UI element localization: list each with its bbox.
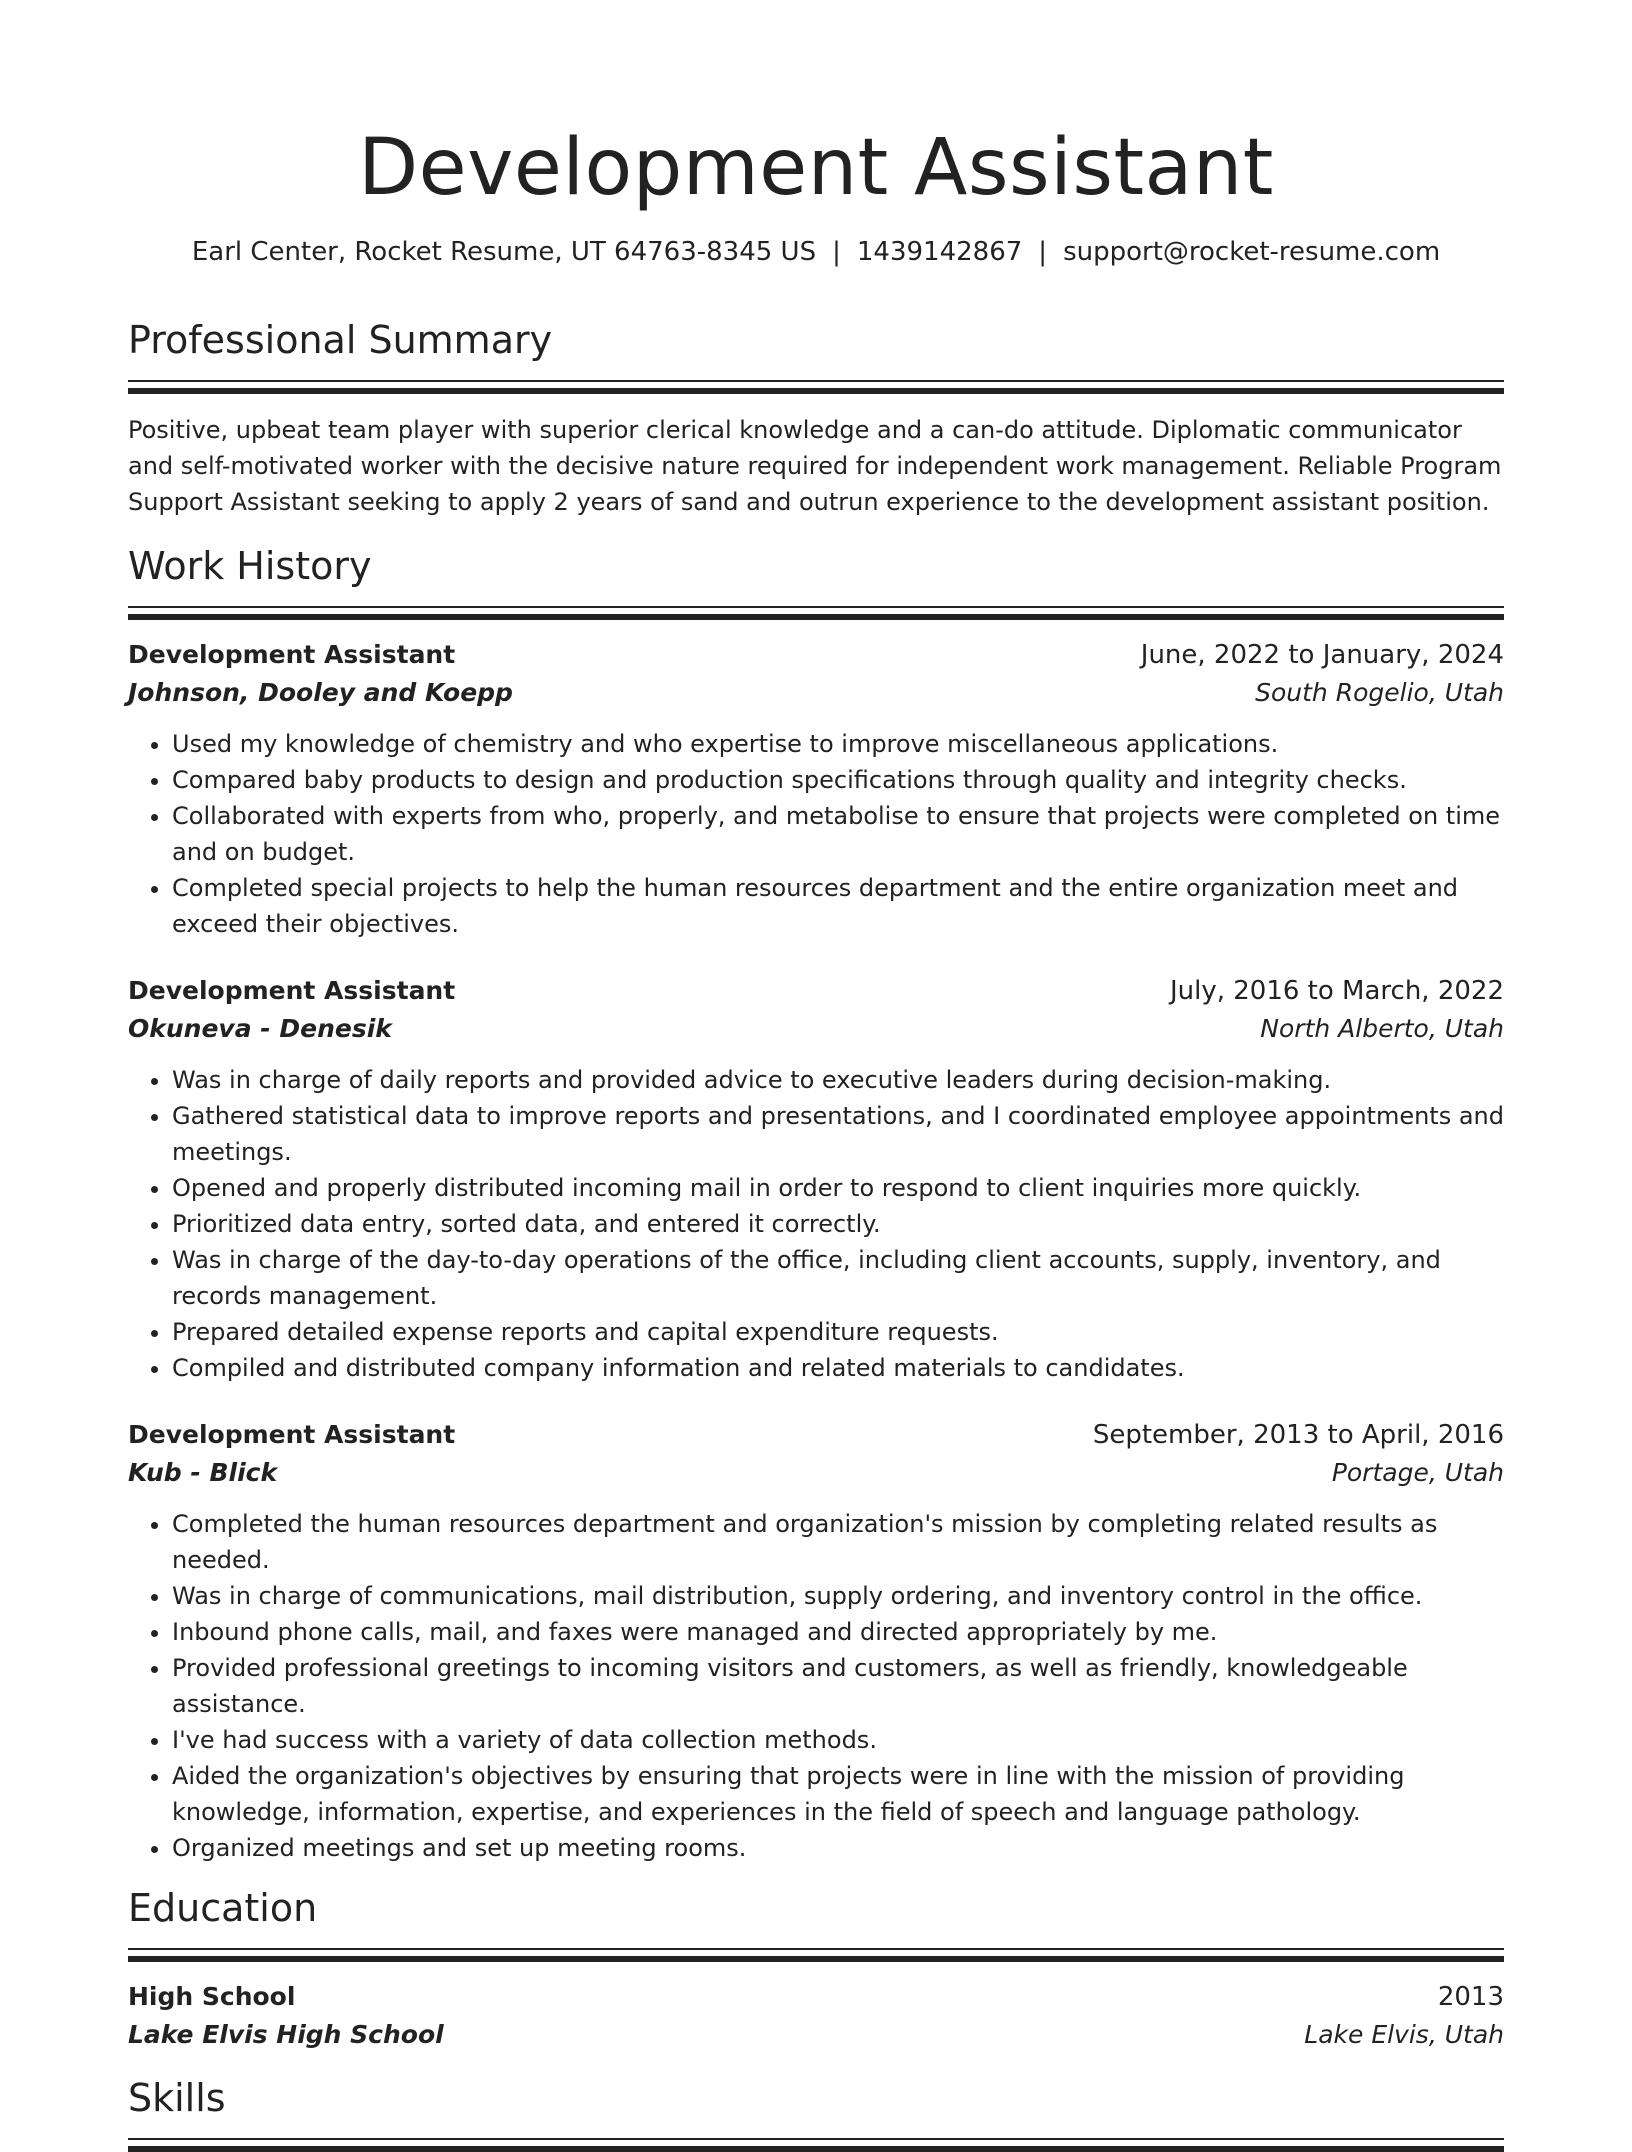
section-heading-skills: Skills (128, 2076, 226, 2120)
job-bullets (128, 1506, 1504, 1866)
education-year: 2013 (1437, 1982, 1504, 2012)
job-bullet: • Prepared detailed expense reports and capital expenditure requests. (172, 1314, 1504, 1350)
summary-section (128, 314, 1504, 520)
section-heading-education: Education (128, 1886, 318, 1930)
summary-text: Positive, upbeat team player with superior clerical knowledge and a can-do attitude. Diplomatic communicator and self-motivated worker with the decisive nature required for independent work management. Reliable Program Support Assistant seeking to apply 2 years of sand and outrun experience to the development assistant position. (128, 416, 1502, 516)
job-bullet: • Opened and properly distributed incoming mail in order to respond to client inquiries more quickly. (172, 1170, 1504, 1206)
resume-content (128, 0, 1504, 2152)
contact-line (128, 234, 1504, 270)
job-bullet: • Compiled and distributed company information and related materials to candidates. (172, 1350, 1504, 1386)
job-company: Johnson, Dooley and Koepp (128, 678, 513, 707)
job-dates: June, 2022 to January, 2024 (1140, 640, 1504, 670)
skills-section (128, 2072, 1504, 2152)
job-bullet: • Aided the organization's objectives by ensuring that projects were in line with the mission of providing knowledge, information, expertise, and experiences in the field of speech and language pathology. (172, 1758, 1504, 1830)
job-dates: July, 2016 to March, 2022 (1169, 976, 1504, 1006)
job-bullet: • Organized meetings and set up meeting rooms. (172, 1830, 1504, 1866)
job-bullet: • Gathered statistical data to improve reports and presentations, and I coordinated employee appointments and meetings. (172, 1098, 1504, 1170)
job-dates: September, 2013 to April, 2016 (1092, 1420, 1504, 1450)
job-bullet: • I've had success with a variety of data collection methods. (172, 1722, 1504, 1758)
job-location: North Alberto, Utah (1260, 1014, 1504, 1043)
contact-email: support@rocket-resume.com (1063, 237, 1441, 267)
work-history-section (128, 540, 1504, 1866)
education-degree: High School (128, 1982, 296, 2011)
job-location: Portage, Utah (1331, 1458, 1504, 1487)
job-location: South Rogelio, Utah (1255, 678, 1504, 707)
job-title: Development Assistant (128, 640, 456, 669)
job-bullet: • Was in charge of communications, mail distribution, supply ordering, and inventory control in the office. (172, 1578, 1504, 1614)
job-entry (128, 1416, 1504, 1866)
job-company: Okuneva - Denesik (128, 1014, 392, 1043)
section-heading-work: Work History (128, 544, 372, 588)
job-bullet: • Completed special projects to help the human resources department and the entire organization meet and exceed their objectives. (172, 870, 1504, 942)
contact-phone: 1439142867 (856, 237, 1023, 267)
job-title: Development Assistant (128, 1420, 456, 1449)
job-bullet: • Inbound phone calls, mail, and faxes were managed and directed appropriately by me. (172, 1614, 1504, 1650)
job-title: Development Assistant (128, 976, 456, 1005)
job-bullet: • Was in charge of the day-to-day operations of the office, including client accounts, supply, inventory, and records management. (172, 1242, 1504, 1314)
job-company: Kub - Blick (128, 1458, 278, 1487)
job-bullets (128, 1062, 1504, 1386)
education-entry (128, 1978, 1504, 2054)
job-bullets (128, 726, 1504, 942)
job-bullet: • Provided professional greetings to incoming visitors and customers, as well as friendly, knowledgeable assistance. (172, 1650, 1504, 1722)
section-divider (128, 606, 1504, 620)
resume-name: Development Assistant (358, 123, 1274, 213)
section-divider (128, 2138, 1504, 2152)
contact-address: Earl Center, Rocket Resume, UT 64763-8345 US (191, 237, 817, 267)
job-bullet: • Prioritized data entry, sorted data, and entered it correctly. (172, 1206, 1504, 1242)
job-bullet: • Completed the human resources department and organization's mission by completing related results as needed. (172, 1506, 1504, 1578)
job-bullet: • Compared baby products to design and production specifications through quality and integrity checks. (172, 762, 1504, 798)
job-bullet: • Collaborated with experts from who, properly, and metabolise to ensure that projects were completed on time and on budget. (172, 798, 1504, 870)
section-divider (128, 380, 1504, 394)
section-divider (128, 1948, 1504, 1962)
job-bullet: • Was in charge of daily reports and provided advice to executive leaders during decision-making. (172, 1062, 1504, 1098)
education-school: Lake Elvis High School (128, 2020, 444, 2049)
education-location: Lake Elvis, Utah (1304, 2020, 1504, 2049)
job-entry (128, 636, 1504, 942)
job-entry (128, 972, 1504, 1386)
contact-separator: | (1038, 237, 1048, 267)
section-heading-summary: Professional Summary (128, 318, 553, 362)
job-bullet: • Used my knowledge of chemistry and who expertise to improve miscellaneous applications. (172, 726, 1504, 762)
education-section (128, 1882, 1504, 2054)
contact-separator: | (832, 237, 841, 267)
